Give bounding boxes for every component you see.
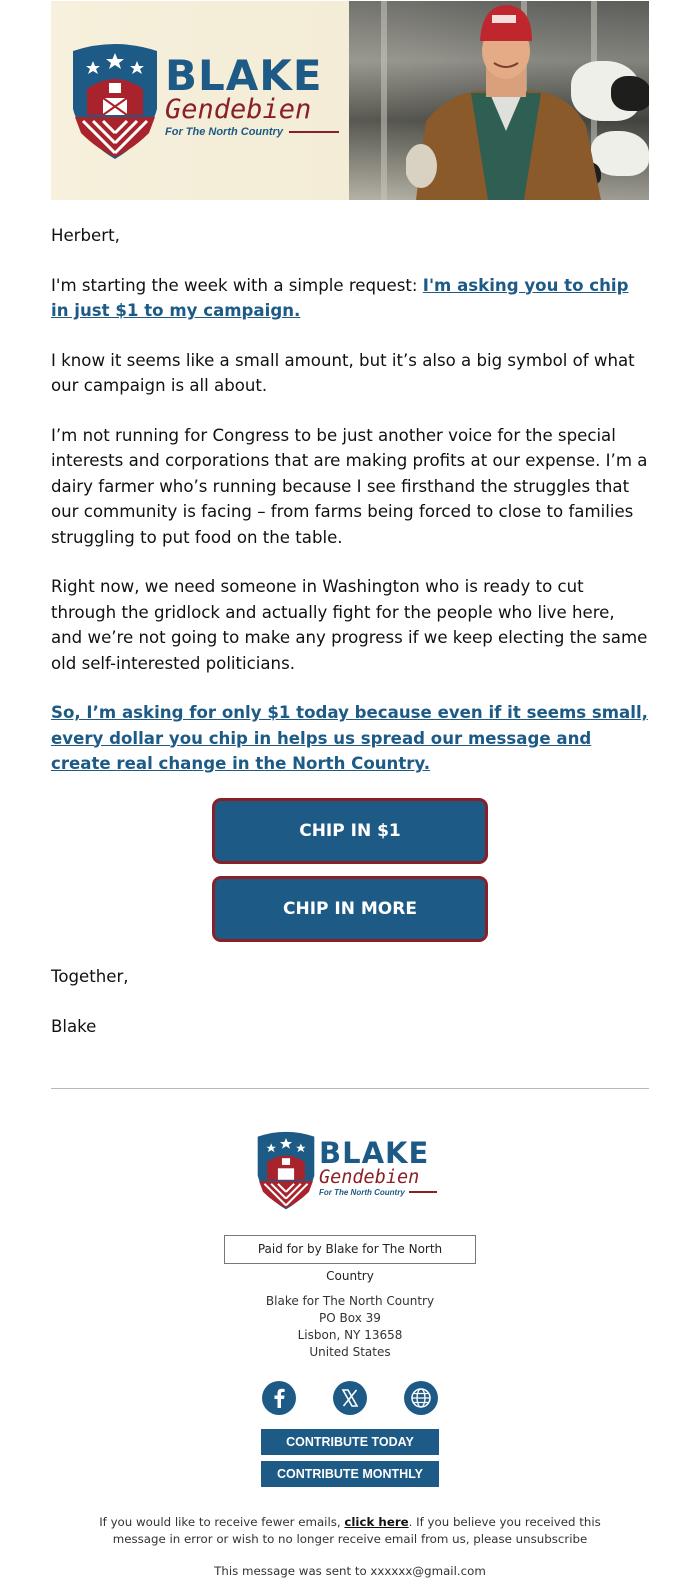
unsubscribe-text-after: . If you believe you received this message in error or wish to no longer receive email from us, please unsubscribe [112, 1514, 601, 1546]
footer-logo-rule [409, 1191, 437, 1193]
sent-to-notice: This message was sent to xxxxxx@gmail.com [214, 1563, 486, 1578]
paragraph-washington: Right now, we need someone in Washington who is ready to cut through the gridlock and actually fight for the people who live here, and we’re not going to make any progress if we keep electing the same old self-interested politicians. [51, 577, 648, 673]
greeting: Herbert, [51, 226, 120, 245]
chip-in-more-button[interactable]: CHIP IN MORE [212, 876, 488, 942]
footer-logo-tagline [319, 1188, 437, 1197]
footer-logo-name-top: BLAKE [319, 1135, 430, 1170]
paid-for-notice: Paid for by Blake for The North Country [224, 1235, 476, 1264]
address-line: United States [309, 1344, 391, 1359]
logo-rule [289, 131, 339, 133]
signature: Blake [51, 1017, 97, 1036]
logo-tagline-text: For The North Country [165, 126, 283, 138]
address-line: Lisbon, NY 13658 [297, 1327, 403, 1342]
logo-name-bottom: Gendebien [165, 94, 312, 125]
chip-in-1-button[interactable]: CHIP IN $1 [212, 798, 488, 864]
paragraph-ask [51, 700, 649, 777]
farmer-photo [406, 1, 606, 200]
logo-name-top: BLAKE [165, 51, 323, 100]
unsubscribe-notice [51, 1514, 649, 1548]
click-here-link[interactable]: click here [344, 1514, 409, 1529]
footer-logo-tagline-text: For The North Country [319, 1187, 405, 1197]
barn-stall [381, 1, 387, 200]
footer-divider [51, 1088, 649, 1089]
address-line: Blake for The North Country [265, 1293, 435, 1308]
paragraph-request-text: I'm starting the week with a simple request: [51, 275, 423, 295]
logo-tagline [165, 126, 339, 138]
contribute-monthly-button[interactable]: CONTRIBUTE MONTHLY [261, 1461, 439, 1487]
campaign-logo-wordmark [165, 51, 339, 138]
paragraph-symbol: I know it seems like a small amount, but it’s also a big symbol of what our campaign is all about. [51, 350, 635, 395]
footer [51, 1131, 649, 1580]
globe-icon[interactable] [404, 1381, 438, 1415]
campaign-logo-badge [69, 43, 161, 161]
facebook-icon[interactable] [262, 1381, 296, 1415]
mailing-address [51, 1293, 649, 1361]
paragraph-request [51, 273, 649, 324]
chip-in-link[interactable]: I'm asking you to chip in just $1 to my campaign. [51, 275, 629, 320]
closing: Together, [51, 966, 129, 986]
footer-logo-name-bottom: Gendebien [319, 1166, 420, 1188]
unsubscribe-text-before: If you would like to receive fewer emails, [99, 1514, 345, 1529]
x-icon[interactable] [333, 1381, 367, 1415]
cow-image [611, 76, 649, 111]
email-body [51, 0, 649, 1580]
social-links [51, 1381, 649, 1415]
paragraph-dairy-farmer: I’m not running for Congress to be just another voice for the special interests and corporations that are making profits at our expense. I’m a dairy farmer who’s running because I see firsthand the struggles that our community is facing – from farms being forced to close to families struggling to put food on the table. [51, 425, 648, 547]
ask-link[interactable]: So, I’m asking for only $1 today because even if it seems small, every dollar you chip in helps us spread our message and create real change in the North Country. [51, 703, 648, 773]
footer-logo-badge [255, 1131, 317, 1211]
contribute-today-button[interactable]: CONTRIBUTE TODAY [261, 1429, 439, 1455]
address-line: PO Box 39 [319, 1310, 381, 1325]
header-banner [51, 1, 649, 200]
footer-logo-wordmark [319, 1135, 437, 1197]
footer-logo [255, 1131, 445, 1211]
